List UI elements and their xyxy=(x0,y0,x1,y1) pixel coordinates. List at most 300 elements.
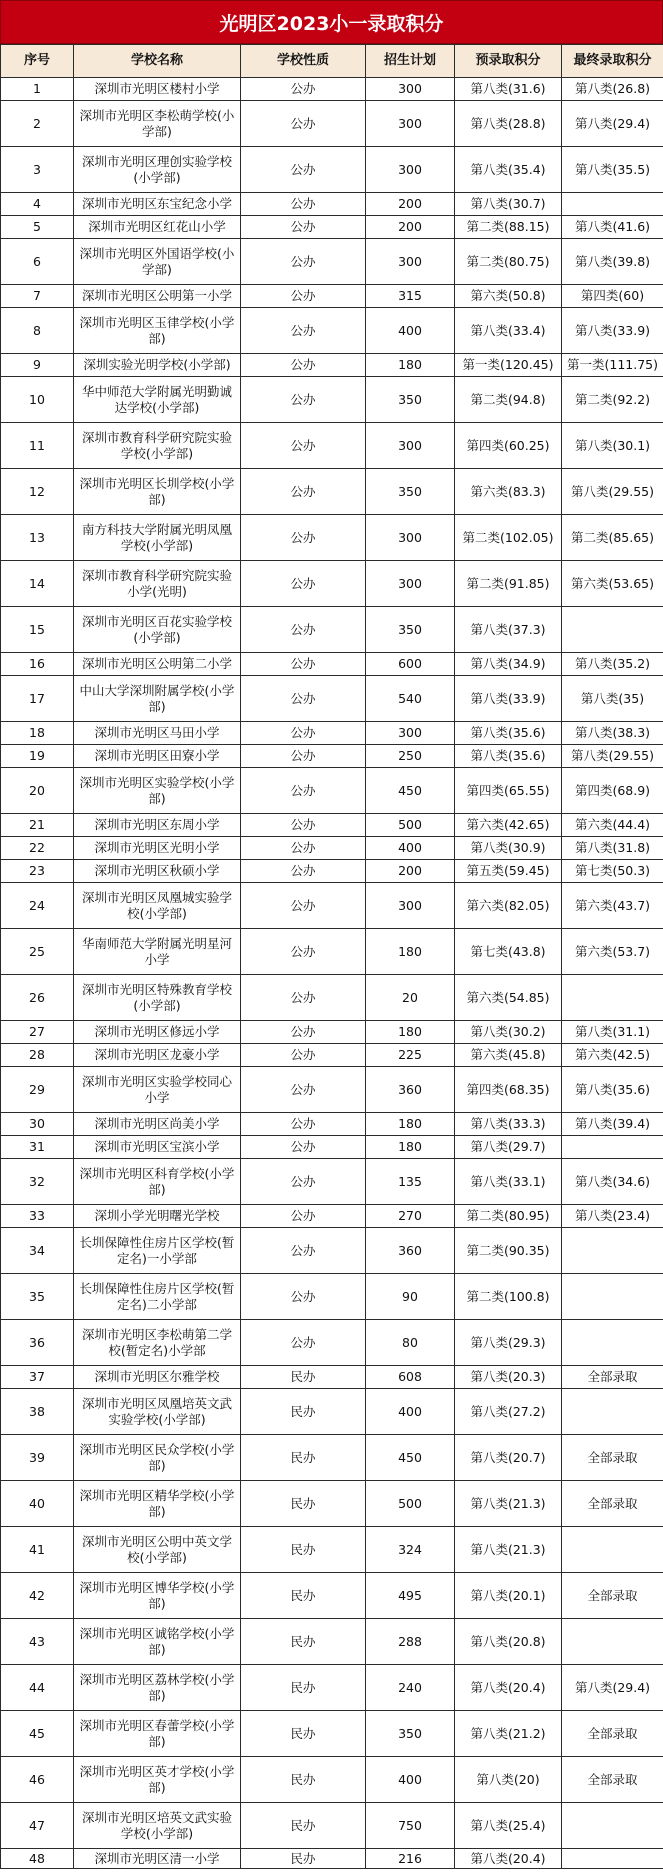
school-name: 深圳市光明区实验学校同心小学 xyxy=(74,1067,241,1113)
school-name: 深圳市光明区博华学校(小学部) xyxy=(74,1573,241,1619)
school-name: 深圳市光明区外国语学校(小学部) xyxy=(74,239,241,285)
final-admission-score: 第八类(38.3) xyxy=(562,722,663,745)
pre-admission-score: 第六类(54.85) xyxy=(455,975,562,1021)
row-index: 9 xyxy=(1,354,74,377)
pre-admission-score: 第六类(82.05) xyxy=(455,883,562,929)
school-name: 深圳市光明区长圳学校(小学部) xyxy=(74,469,241,515)
pre-admission-score: 第一类(120.45) xyxy=(455,354,562,377)
school-name: 深圳市光明区尔雅学校 xyxy=(74,1366,241,1389)
table-row xyxy=(1,768,663,814)
table-row xyxy=(1,929,663,975)
table-row xyxy=(1,653,663,676)
table-row xyxy=(1,883,663,929)
table-row xyxy=(1,607,663,653)
pre-admission-score: 第八类(20.8) xyxy=(455,1619,562,1665)
table-row xyxy=(1,1136,663,1159)
final-admission-score: 全部录取 xyxy=(562,1757,663,1803)
school-type: 民办 xyxy=(241,1619,366,1665)
school-name: 南方科技大学附属光明凤凰学校(小学部) xyxy=(74,515,241,561)
school-type: 公办 xyxy=(241,377,366,423)
pre-admission-score: 第二类(80.95) xyxy=(455,1205,562,1228)
final-admission-score: 第八类(29.4) xyxy=(562,101,663,147)
row-index: 24 xyxy=(1,883,74,929)
final-admission-score xyxy=(562,607,663,653)
pre-admission-score: 第八类(25.4) xyxy=(455,1803,562,1849)
enrollment-plan: 315 xyxy=(366,285,455,308)
pre-admission-score: 第八类(33.3) xyxy=(455,1113,562,1136)
school-type: 民办 xyxy=(241,1366,366,1389)
admission-score-table xyxy=(0,44,663,1869)
final-admission-score: 全部录取 xyxy=(562,1711,663,1757)
enrollment-plan: 540 xyxy=(366,676,455,722)
school-type: 民办 xyxy=(241,1803,366,1849)
table-row xyxy=(1,354,663,377)
enrollment-plan: 400 xyxy=(366,308,455,354)
enrollment-plan: 200 xyxy=(366,860,455,883)
school-type: 民办 xyxy=(241,1757,366,1803)
final-admission-score xyxy=(562,1320,663,1366)
pre-admission-score: 第八类(20) xyxy=(455,1757,562,1803)
table-row xyxy=(1,308,663,354)
table-row xyxy=(1,1159,663,1205)
school-type: 公办 xyxy=(241,1228,366,1274)
enrollment-plan: 360 xyxy=(366,1067,455,1113)
table-row xyxy=(1,975,663,1021)
header-enrollment-plan: 招生计划 xyxy=(366,45,455,78)
pre-admission-score: 第八类(31.6) xyxy=(455,78,562,101)
final-admission-score: 全部录取 xyxy=(562,1481,663,1527)
table-row xyxy=(1,1757,663,1803)
row-index: 44 xyxy=(1,1665,74,1711)
table-row xyxy=(1,1228,663,1274)
final-admission-score: 第八类(31.1) xyxy=(562,1021,663,1044)
row-index: 3 xyxy=(1,147,74,193)
row-index: 14 xyxy=(1,561,74,607)
pre-admission-score: 第二类(102.05) xyxy=(455,515,562,561)
pre-admission-score: 第八类(20.1) xyxy=(455,1573,562,1619)
school-name: 深圳小学光明曙光学校 xyxy=(74,1205,241,1228)
enrollment-plan: 400 xyxy=(366,837,455,860)
table-row xyxy=(1,377,663,423)
school-type: 公办 xyxy=(241,469,366,515)
final-admission-score: 第八类(35.2) xyxy=(562,653,663,676)
school-name: 深圳市光明区实验学校(小学部) xyxy=(74,768,241,814)
school-type: 民办 xyxy=(241,1481,366,1527)
school-type: 公办 xyxy=(241,193,366,216)
pre-admission-score: 第二类(91.85) xyxy=(455,561,562,607)
pre-admission-score: 第四类(68.35) xyxy=(455,1067,562,1113)
school-name: 深圳市光明区凤凰城实验学校(小学部) xyxy=(74,883,241,929)
table-row xyxy=(1,1711,663,1757)
final-admission-score xyxy=(562,975,663,1021)
enrollment-plan: 450 xyxy=(366,768,455,814)
row-index: 11 xyxy=(1,423,74,469)
enrollment-plan: 400 xyxy=(366,1389,455,1435)
final-admission-score: 第一类(111.75) xyxy=(562,354,663,377)
final-admission-score: 全部录取 xyxy=(562,1366,663,1389)
row-index: 37 xyxy=(1,1366,74,1389)
row-index: 42 xyxy=(1,1573,74,1619)
row-index: 5 xyxy=(1,216,74,239)
table-row xyxy=(1,1481,663,1527)
enrollment-plan: 350 xyxy=(366,1711,455,1757)
school-name: 深圳市光明区修远小学 xyxy=(74,1021,241,1044)
row-index: 10 xyxy=(1,377,74,423)
enrollment-plan: 20 xyxy=(366,975,455,1021)
table-row xyxy=(1,814,663,837)
school-name: 深圳市光明区马田小学 xyxy=(74,722,241,745)
enrollment-plan: 300 xyxy=(366,101,455,147)
school-type: 公办 xyxy=(241,1044,366,1067)
final-admission-score: 第八类(26.8) xyxy=(562,78,663,101)
table-row xyxy=(1,515,663,561)
enrollment-plan: 500 xyxy=(366,1481,455,1527)
final-admission-score: 第八类(39.4) xyxy=(562,1113,663,1136)
pre-admission-score: 第八类(20.4) xyxy=(455,1665,562,1711)
school-type: 民办 xyxy=(241,1665,366,1711)
school-type: 公办 xyxy=(241,883,366,929)
school-name: 深圳市光明区楼村小学 xyxy=(74,78,241,101)
pre-admission-score: 第八类(34.9) xyxy=(455,653,562,676)
pre-admission-score: 第二类(90.35) xyxy=(455,1228,562,1274)
table-row xyxy=(1,1665,663,1711)
header-final-admission-score: 最终录取积分 xyxy=(562,45,663,78)
row-index: 33 xyxy=(1,1205,74,1228)
table-row xyxy=(1,1067,663,1113)
row-index: 21 xyxy=(1,814,74,837)
enrollment-plan: 360 xyxy=(366,1228,455,1274)
school-name: 深圳市教育科学研究院实验小学(光明) xyxy=(74,561,241,607)
table-row xyxy=(1,216,663,239)
row-index: 16 xyxy=(1,653,74,676)
final-admission-score xyxy=(562,1274,663,1320)
school-name: 深圳市光明区科育学校(小学部) xyxy=(74,1159,241,1205)
enrollment-plan: 250 xyxy=(366,745,455,768)
enrollment-plan: 216 xyxy=(366,1849,455,1869)
school-type: 公办 xyxy=(241,239,366,285)
row-index: 25 xyxy=(1,929,74,975)
school-name: 深圳市光明区春蕾学校(小学部) xyxy=(74,1711,241,1757)
row-index: 22 xyxy=(1,837,74,860)
row-index: 26 xyxy=(1,975,74,1021)
enrollment-plan: 750 xyxy=(366,1803,455,1849)
school-type: 民办 xyxy=(241,1435,366,1481)
final-admission-score: 第八类(39.8) xyxy=(562,239,663,285)
row-index: 4 xyxy=(1,193,74,216)
table-row xyxy=(1,837,663,860)
enrollment-plan: 180 xyxy=(366,1136,455,1159)
school-name: 深圳市光明区公明第一小学 xyxy=(74,285,241,308)
school-name: 中山大学深圳附属学校(小学部) xyxy=(74,676,241,722)
school-type: 公办 xyxy=(241,814,366,837)
row-index: 6 xyxy=(1,239,74,285)
pre-admission-score: 第六类(45.8) xyxy=(455,1044,562,1067)
row-index: 48 xyxy=(1,1849,74,1869)
final-admission-score xyxy=(562,1389,663,1435)
enrollment-plan: 300 xyxy=(366,239,455,285)
row-index: 8 xyxy=(1,308,74,354)
school-name: 深圳市光明区理创实验学校(小学部) xyxy=(74,147,241,193)
row-index: 29 xyxy=(1,1067,74,1113)
table-row xyxy=(1,745,663,768)
pre-admission-score: 第八类(33.4) xyxy=(455,308,562,354)
final-admission-score: 第六类(43.7) xyxy=(562,883,663,929)
table-row xyxy=(1,423,663,469)
final-admission-score: 第八类(35) xyxy=(562,676,663,722)
enrollment-plan: 300 xyxy=(366,515,455,561)
table-row xyxy=(1,1849,663,1869)
pre-admission-score: 第八类(33.9) xyxy=(455,676,562,722)
enrollment-plan: 135 xyxy=(366,1159,455,1205)
table-row xyxy=(1,1803,663,1849)
table-row xyxy=(1,676,663,722)
school-name: 深圳市光明区凤凰培英文武实验学校(小学部) xyxy=(74,1389,241,1435)
table-row xyxy=(1,193,663,216)
table-row xyxy=(1,860,663,883)
pre-admission-score: 第五类(59.45) xyxy=(455,860,562,883)
table-row xyxy=(1,147,663,193)
enrollment-plan: 450 xyxy=(366,1435,455,1481)
table-header-row xyxy=(1,45,663,78)
table-row xyxy=(1,1113,663,1136)
table-row xyxy=(1,1435,663,1481)
table-row xyxy=(1,1619,663,1665)
school-name: 深圳市光明区龙豪小学 xyxy=(74,1044,241,1067)
header-pre-admission-score: 预录取积分 xyxy=(455,45,562,78)
row-index: 7 xyxy=(1,285,74,308)
final-admission-score: 第八类(33.9) xyxy=(562,308,663,354)
final-admission-score xyxy=(562,1803,663,1849)
school-name: 深圳市光明区英才学校(小学部) xyxy=(74,1757,241,1803)
row-index: 43 xyxy=(1,1619,74,1665)
school-name: 深圳市光明区清一小学 xyxy=(74,1849,241,1869)
table-row xyxy=(1,1527,663,1573)
enrollment-plan: 300 xyxy=(366,147,455,193)
final-admission-score xyxy=(562,193,663,216)
school-name: 深圳市光明区公明中英文学校(小学部) xyxy=(74,1527,241,1573)
final-admission-score: 第八类(35.6) xyxy=(562,1067,663,1113)
row-index: 32 xyxy=(1,1159,74,1205)
row-index: 40 xyxy=(1,1481,74,1527)
row-index: 41 xyxy=(1,1527,74,1573)
school-name: 深圳市光明区宝滨小学 xyxy=(74,1136,241,1159)
enrollment-plan: 350 xyxy=(366,377,455,423)
pre-admission-score: 第六类(83.3) xyxy=(455,469,562,515)
table-row xyxy=(1,1205,663,1228)
school-type: 公办 xyxy=(241,101,366,147)
row-index: 12 xyxy=(1,469,74,515)
final-admission-score: 第八类(35.5) xyxy=(562,147,663,193)
school-name: 深圳市光明区玉律学校(小学部) xyxy=(74,308,241,354)
final-admission-score: 第四类(60) xyxy=(562,285,663,308)
table-row xyxy=(1,101,663,147)
final-admission-score xyxy=(562,1527,663,1573)
final-admission-score xyxy=(562,1619,663,1665)
school-name: 深圳市光明区秋硕小学 xyxy=(74,860,241,883)
enrollment-plan: 180 xyxy=(366,1113,455,1136)
school-type: 民办 xyxy=(241,1849,366,1869)
enrollment-plan: 350 xyxy=(366,607,455,653)
row-index: 39 xyxy=(1,1435,74,1481)
school-type: 公办 xyxy=(241,147,366,193)
school-name: 深圳市光明区光明小学 xyxy=(74,837,241,860)
school-name: 长圳保障性住房片区学校(暂定名)一小学部 xyxy=(74,1228,241,1274)
pre-admission-score: 第八类(35.6) xyxy=(455,722,562,745)
school-type: 公办 xyxy=(241,837,366,860)
enrollment-plan: 90 xyxy=(366,1274,455,1320)
pre-admission-score: 第七类(43.8) xyxy=(455,929,562,975)
row-index: 15 xyxy=(1,607,74,653)
enrollment-plan: 240 xyxy=(366,1665,455,1711)
enrollment-plan: 300 xyxy=(366,78,455,101)
enrollment-plan: 225 xyxy=(366,1044,455,1067)
enrollment-plan: 400 xyxy=(366,1757,455,1803)
school-type: 公办 xyxy=(241,515,366,561)
school-type: 公办 xyxy=(241,722,366,745)
enrollment-plan: 180 xyxy=(366,354,455,377)
final-admission-score: 第八类(34.6) xyxy=(562,1159,663,1205)
school-type: 公办 xyxy=(241,285,366,308)
school-type: 公办 xyxy=(241,1205,366,1228)
pre-admission-score: 第六类(42.65) xyxy=(455,814,562,837)
school-name: 深圳市光明区红花山小学 xyxy=(74,216,241,239)
table-row xyxy=(1,239,663,285)
school-type: 民办 xyxy=(241,1711,366,1757)
final-admission-score: 第四类(68.9) xyxy=(562,768,663,814)
row-index: 34 xyxy=(1,1228,74,1274)
table-row xyxy=(1,1366,663,1389)
final-admission-score: 全部录取 xyxy=(562,1573,663,1619)
final-admission-score: 第六类(42.5) xyxy=(562,1044,663,1067)
row-index: 38 xyxy=(1,1389,74,1435)
enrollment-plan: 288 xyxy=(366,1619,455,1665)
row-index: 35 xyxy=(1,1274,74,1320)
table-row xyxy=(1,722,663,745)
row-index: 23 xyxy=(1,860,74,883)
final-admission-score: 第六类(44.4) xyxy=(562,814,663,837)
row-index: 17 xyxy=(1,676,74,722)
final-admission-score: 第八类(23.4) xyxy=(562,1205,663,1228)
final-admission-score xyxy=(562,1136,663,1159)
row-index: 30 xyxy=(1,1113,74,1136)
school-name: 深圳市光明区诚铭学校(小学部) xyxy=(74,1619,241,1665)
school-name: 深圳市光明区东周小学 xyxy=(74,814,241,837)
pre-admission-score: 第八类(30.2) xyxy=(455,1021,562,1044)
table-row xyxy=(1,1044,663,1067)
enrollment-plan: 80 xyxy=(366,1320,455,1366)
school-name: 深圳市光明区李松萌学校(小学部) xyxy=(74,101,241,147)
school-name: 深圳市光明区公明第二小学 xyxy=(74,653,241,676)
row-index: 28 xyxy=(1,1044,74,1067)
school-type: 公办 xyxy=(241,607,366,653)
school-type: 公办 xyxy=(241,653,366,676)
enrollment-plan: 600 xyxy=(366,653,455,676)
final-admission-score: 第八类(29.4) xyxy=(562,1665,663,1711)
pre-admission-score: 第八类(30.9) xyxy=(455,837,562,860)
final-admission-score: 第二类(85.65) xyxy=(562,515,663,561)
school-type: 公办 xyxy=(241,1159,366,1205)
pre-admission-score: 第八类(33.1) xyxy=(455,1159,562,1205)
school-type: 公办 xyxy=(241,929,366,975)
row-index: 18 xyxy=(1,722,74,745)
school-type: 公办 xyxy=(241,1320,366,1366)
enrollment-plan: 180 xyxy=(366,929,455,975)
enrollment-plan: 500 xyxy=(366,814,455,837)
enrollment-plan: 200 xyxy=(366,216,455,239)
pre-admission-score: 第二类(94.8) xyxy=(455,377,562,423)
enrollment-plan: 200 xyxy=(366,193,455,216)
school-type: 公办 xyxy=(241,676,366,722)
table-row xyxy=(1,285,663,308)
final-admission-score: 第八类(41.6) xyxy=(562,216,663,239)
school-name: 深圳市光明区百花实验学校(小学部) xyxy=(74,607,241,653)
school-type: 公办 xyxy=(241,561,366,607)
school-name: 深圳市光明区田寮小学 xyxy=(74,745,241,768)
pre-admission-score: 第八类(29.7) xyxy=(455,1136,562,1159)
pre-admission-score: 第八类(29.3) xyxy=(455,1320,562,1366)
enrollment-plan: 608 xyxy=(366,1366,455,1389)
school-type: 公办 xyxy=(241,308,366,354)
table-row xyxy=(1,1274,663,1320)
final-admission-score: 第六类(53.65) xyxy=(562,561,663,607)
school-type: 公办 xyxy=(241,1021,366,1044)
school-name: 深圳市光明区精华学校(小学部) xyxy=(74,1481,241,1527)
table-row xyxy=(1,469,663,515)
school-name: 华中师范大学附属光明勤诚达学校(小学部) xyxy=(74,377,241,423)
school-type: 公办 xyxy=(241,216,366,239)
row-index: 19 xyxy=(1,745,74,768)
pre-admission-score: 第八类(20.3) xyxy=(455,1366,562,1389)
school-type: 公办 xyxy=(241,975,366,1021)
school-name: 深圳市光明区尚美小学 xyxy=(74,1113,241,1136)
school-type: 公办 xyxy=(241,1067,366,1113)
final-admission-score: 第八类(29.55) xyxy=(562,469,663,515)
row-index: 36 xyxy=(1,1320,74,1366)
pre-admission-score: 第八类(21.3) xyxy=(455,1481,562,1527)
enrollment-plan: 495 xyxy=(366,1573,455,1619)
school-type: 公办 xyxy=(241,768,366,814)
pre-admission-score: 第二类(100.8) xyxy=(455,1274,562,1320)
header-school-type: 学校性质 xyxy=(241,45,366,78)
school-type: 公办 xyxy=(241,1136,366,1159)
school-type: 公办 xyxy=(241,1274,366,1320)
row-index: 31 xyxy=(1,1136,74,1159)
school-name: 深圳市光明区民众学校(小学部) xyxy=(74,1435,241,1481)
school-type: 公办 xyxy=(241,860,366,883)
enrollment-plan: 180 xyxy=(366,1021,455,1044)
row-index: 27 xyxy=(1,1021,74,1044)
enrollment-plan: 324 xyxy=(366,1527,455,1573)
row-index: 13 xyxy=(1,515,74,561)
pre-admission-score: 第八类(35.4) xyxy=(455,147,562,193)
table-row xyxy=(1,1389,663,1435)
page-title: 光明区2023小一录取积分 xyxy=(0,0,663,44)
pre-admission-score: 第四类(65.55) xyxy=(455,768,562,814)
table-row xyxy=(1,78,663,101)
row-index: 2 xyxy=(1,101,74,147)
header-index: 序号 xyxy=(1,45,74,78)
enrollment-plan: 300 xyxy=(366,883,455,929)
pre-admission-score: 第八类(21.3) xyxy=(455,1527,562,1573)
school-type: 民办 xyxy=(241,1527,366,1573)
enrollment-plan: 300 xyxy=(366,561,455,607)
school-name: 深圳市光明区培英文武实验学校(小学部) xyxy=(74,1803,241,1849)
school-type: 公办 xyxy=(241,1113,366,1136)
pre-admission-score: 第八类(35.6) xyxy=(455,745,562,768)
row-index: 1 xyxy=(1,78,74,101)
enrollment-plan: 300 xyxy=(366,423,455,469)
final-admission-score: 第七类(50.3) xyxy=(562,860,663,883)
